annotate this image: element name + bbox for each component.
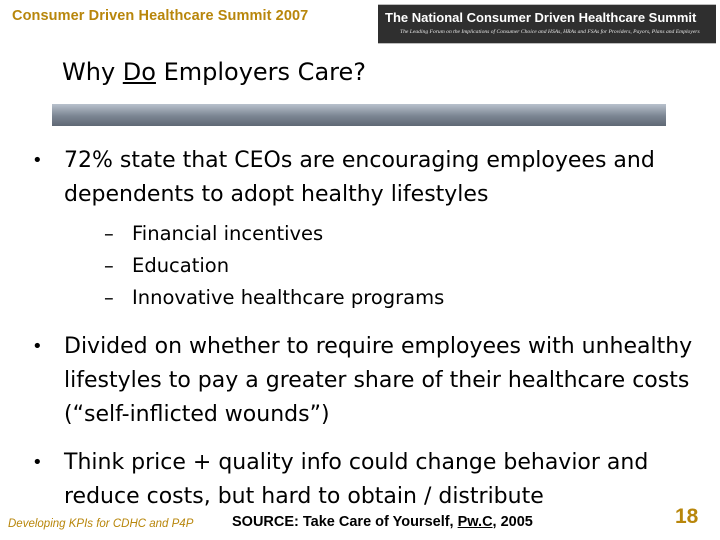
summit-banner [378, 4, 716, 44]
bullet-text: Think price + quality info could change behavior and reduce costs, but hard to obtain / distribute [64, 450, 649, 509]
bullet-item [28, 330, 708, 432]
sub-bullet-item [104, 282, 708, 314]
title-pre: Why [62, 58, 123, 86]
sub-bullet-item [104, 250, 708, 282]
slide-title [62, 58, 366, 86]
bullet-dot-icon: • [32, 452, 43, 473]
source-pre: SOURCE: Take Care of Yourself, [232, 514, 458, 530]
source-post: , 2005 [492, 514, 533, 530]
sub-bullet-text: Innovative healthcare programs [132, 286, 445, 309]
title-divider-bar [52, 104, 666, 126]
bullet-text: Divided on whether to require employees with unhealthy lifestyles to pay a greater share of their healthcare costs (“self-inflicted wounds”) [64, 334, 693, 427]
source-citation [232, 514, 533, 530]
sub-bullet-item [104, 218, 708, 250]
sub-bullet-text: Education [132, 254, 230, 277]
bullet-text: 72% state that CEOs are encouraging employees and dependents to adopt healthy lifestyles [64, 148, 655, 207]
title-underlined: Do [122, 58, 156, 86]
sub-bullet-text: Financial incentives [132, 222, 324, 245]
footer-left-text: Developing KPIs for CDHC and P4P [8, 518, 194, 530]
dash-icon: – [104, 286, 114, 309]
banner-subtitle: The Leading Forum on the Implications of Consumer Choice and HSAs, HRAs and FSAs for Providers, Payors, Plans and Employers [400, 29, 700, 35]
sub-bullet-list [64, 218, 708, 314]
conference-header: Consumer Driven Healthcare Summit 2007 [12, 8, 309, 24]
bullet-dot-icon: • [32, 150, 43, 171]
bullet-item [28, 144, 708, 314]
source-link[interactable]: Pw.C [457, 514, 493, 530]
bullet-dot-icon: • [32, 336, 43, 357]
dash-icon: – [104, 222, 114, 245]
banner-title: The National Consumer Driven Healthcare Summit [385, 10, 697, 25]
bullet-list [28, 144, 708, 514]
bullet-item [28, 446, 708, 514]
dash-icon: – [104, 254, 114, 277]
title-post: Employers Care? [155, 58, 366, 86]
page-number: 18 [675, 505, 699, 528]
